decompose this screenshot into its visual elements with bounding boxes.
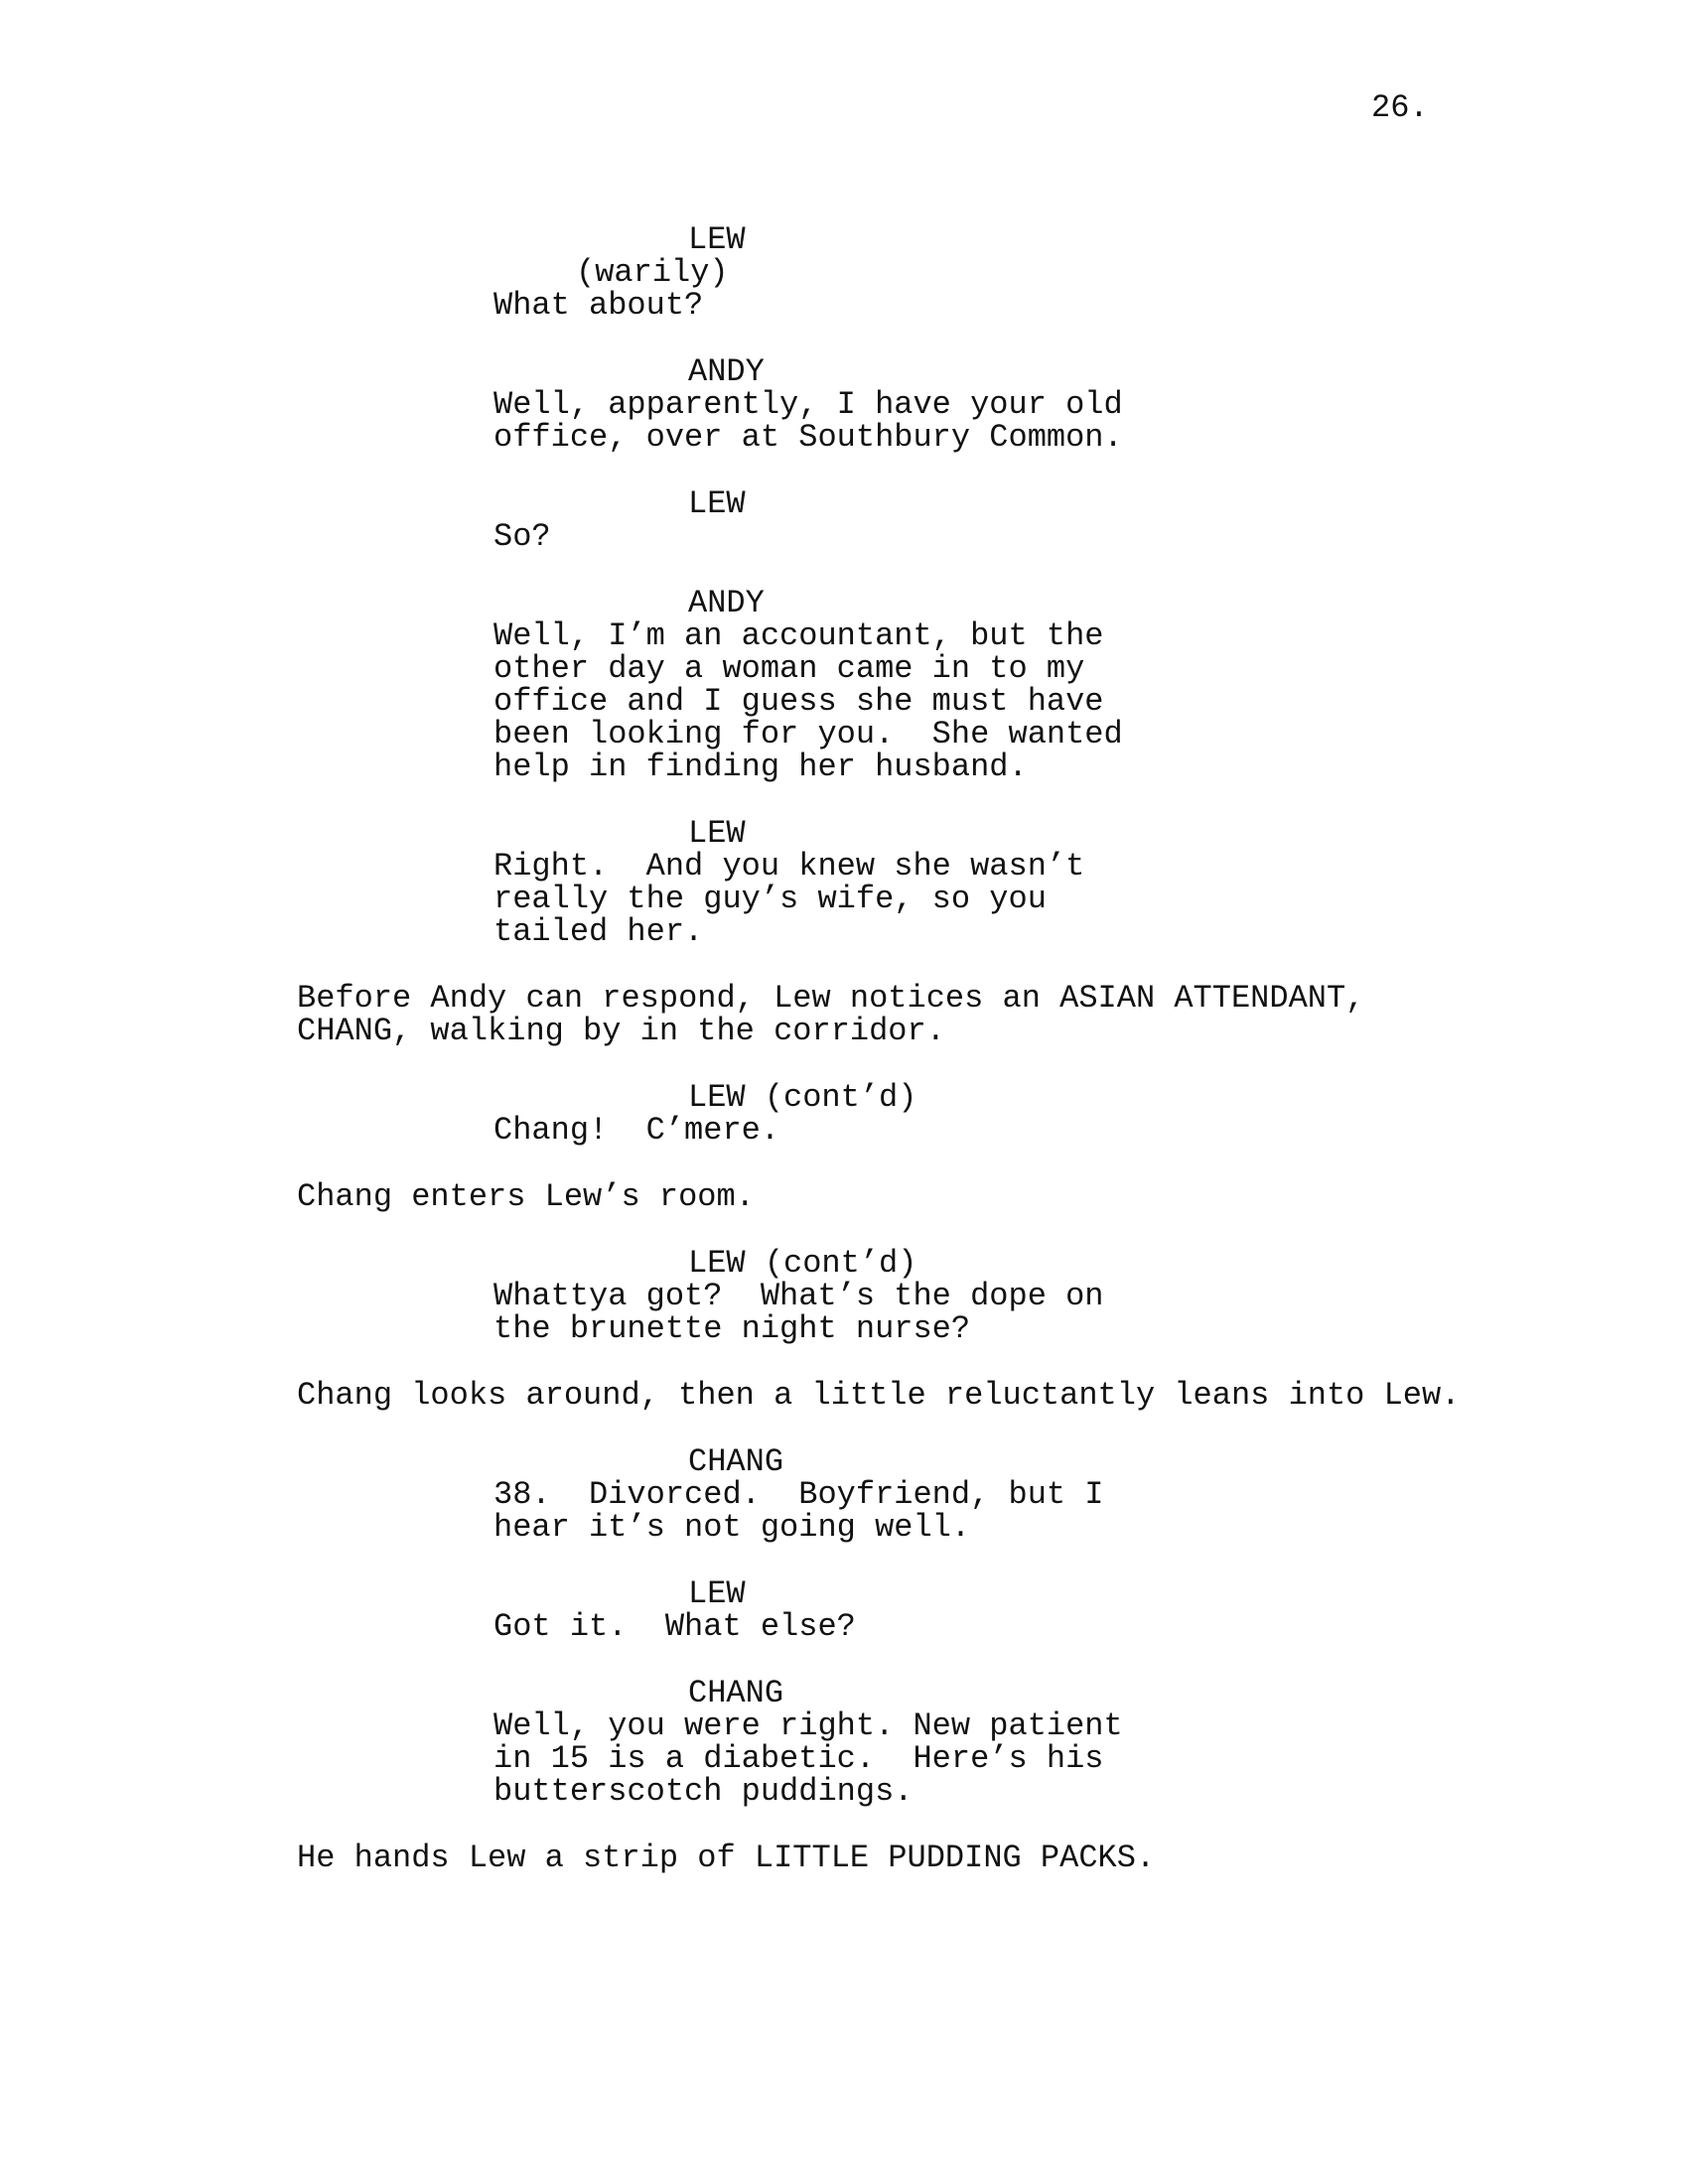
dialogue-line: Well, I’m an accountant, but the <box>493 617 1104 654</box>
page-number: 26. <box>1371 89 1429 126</box>
dialogue-line: 38. Divorced. Boyfriend, but I <box>493 1476 1104 1513</box>
dialogue-line: What about? <box>493 287 704 324</box>
dialogue-line: Well, you were right. New patient <box>493 1707 1123 1744</box>
dialogue-line: office and I guess she must have <box>493 683 1104 720</box>
character-cue: LEW <box>688 815 746 852</box>
character-cue: ANDY <box>688 585 765 621</box>
dialogue-line: in 15 is a diabetic. Here’s his <box>493 1740 1104 1777</box>
character-cue: CHANG <box>688 1675 784 1711</box>
dialogue-line: Got it. What else? <box>493 1608 856 1645</box>
action-line: Before Andy can respond, Lew notices an ASIAN ATTENDANT, <box>297 980 1365 1017</box>
dialogue-line: So? <box>493 518 551 555</box>
character-cue: ANDY <box>688 353 765 390</box>
action-line: Chang looks around, then a little reluctantly leans into Lew. <box>297 1377 1461 1414</box>
dialogue-line: other day a woman came in to my <box>493 650 1085 687</box>
action-line: He hands Lew a strip of LITTLE PUDDING PACKS. <box>297 1840 1156 1876</box>
action-line: Chang enters Lew’s room. <box>297 1178 755 1215</box>
dialogue-line: the brunette night nurse? <box>493 1310 971 1347</box>
dialogue-line: Right. And you knew she wasn’t <box>493 848 1085 885</box>
dialogue-line: butterscotch puddings. <box>493 1773 914 1810</box>
character-cue: LEW (cont’d) <box>688 1079 917 1116</box>
dialogue-line: Chang! C’mere. <box>493 1112 780 1149</box>
dialogue-line: help in finding her husband. <box>493 749 1028 785</box>
dialogue-line: Whattya got? What’s the dope on <box>493 1278 1104 1314</box>
character-cue: CHANG <box>688 1443 784 1480</box>
dialogue-line: Well, apparently, I have your old <box>493 386 1123 423</box>
parenthetical: (warily) <box>576 254 729 291</box>
character-cue: LEW <box>688 485 746 522</box>
character-cue: LEW <box>688 221 746 258</box>
dialogue-line: hear it’s not going well. <box>493 1509 971 1546</box>
character-cue: LEW (cont’d) <box>688 1245 917 1282</box>
action-line: CHANG, walking by in the corridor. <box>297 1013 945 1049</box>
dialogue-line: tailed her. <box>493 913 704 950</box>
character-cue: LEW <box>688 1575 746 1612</box>
dialogue-line: office, over at Southbury Common. <box>493 419 1123 456</box>
dialogue-line: really the guy’s wife, so you <box>493 881 1047 917</box>
dialogue-line: been looking for you. She wanted <box>493 716 1123 752</box>
